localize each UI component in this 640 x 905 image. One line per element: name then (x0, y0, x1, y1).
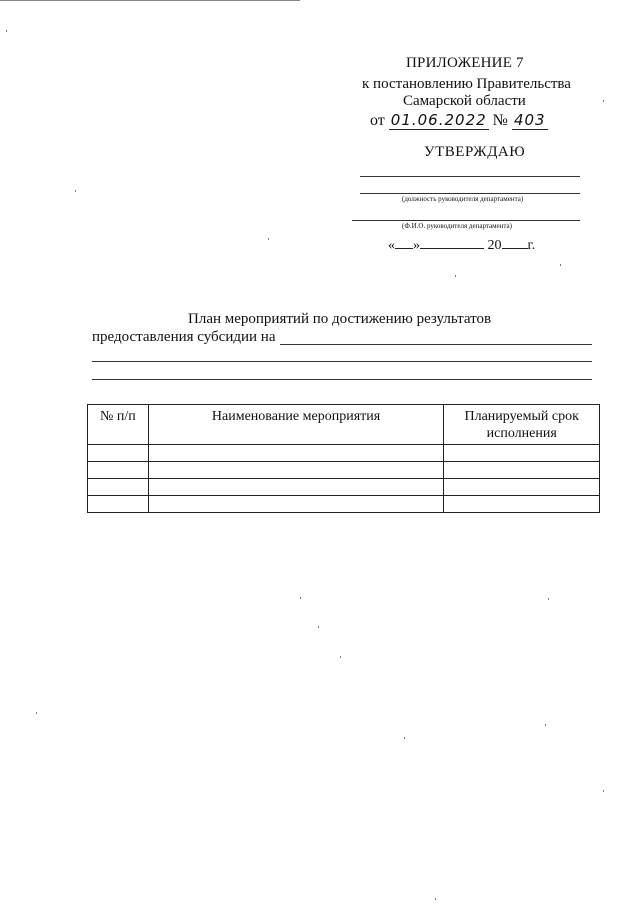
table-cell[interactable] (444, 496, 600, 513)
table-cell[interactable] (444, 445, 600, 462)
scan-edge-line (0, 0, 300, 1)
scan-speck (340, 656, 341, 658)
table-row (88, 496, 600, 513)
appendix-title: ПРИЛОЖЕНИЕ 7 (406, 55, 524, 71)
table-row (88, 462, 600, 479)
year-prefix: 20 (487, 238, 502, 253)
year-suffix: г. (527, 238, 536, 253)
plan-title: План мероприятий по достижению результатов (188, 311, 492, 327)
scan-speck (603, 100, 604, 102)
date-prefix: от (370, 112, 385, 129)
plan-subtitle: предоставления субсидии на (92, 329, 276, 345)
subsidy-blank-line-3 (92, 379, 592, 380)
year-blank (502, 236, 528, 249)
position-caption: (должность руководителя департамента) (402, 195, 524, 203)
name-blank-line (352, 220, 580, 221)
approval-blank-line (360, 176, 580, 177)
number-sign: № (492, 112, 508, 129)
table-cell[interactable] (148, 479, 444, 496)
table-cell[interactable] (148, 496, 444, 513)
header-activity-name: Наименование мероприятия (148, 405, 444, 445)
table-cell[interactable] (88, 479, 149, 496)
table-cell[interactable] (88, 445, 149, 462)
header-number: № п/п (88, 405, 149, 445)
decree-line: к постановлению Правительства (362, 76, 571, 92)
position-blank-line (360, 193, 580, 194)
scan-speck (603, 790, 604, 792)
subsidy-blank-line-2 (92, 361, 592, 362)
scan-speck (435, 898, 436, 900)
scan-speck (6, 30, 7, 32)
table-cell[interactable] (444, 479, 600, 496)
handwritten-date: 01.06.2022 (390, 111, 487, 129)
table-cell[interactable] (148, 462, 444, 479)
approve-word: УТВЕРЖДАЮ (424, 144, 526, 160)
scan-speck (545, 724, 546, 726)
quote-close: » (413, 238, 420, 253)
scan-speck (300, 597, 301, 599)
name-caption: (Ф.И.О. руководителя департамента) (402, 222, 512, 230)
day-blank (395, 236, 413, 249)
signature-date (388, 236, 535, 254)
scan-speck (560, 264, 561, 266)
table-row (88, 479, 600, 496)
header-planned-deadline: Планируемый срок исполнения (444, 405, 600, 445)
scan-speck (75, 190, 76, 192)
scan-speck (318, 626, 319, 628)
scan-speck (404, 737, 405, 739)
scan-speck (268, 238, 269, 240)
scan-speck (455, 275, 456, 277)
table-row (88, 445, 600, 462)
table-cell[interactable] (444, 462, 600, 479)
table-cell[interactable] (148, 445, 444, 462)
activities-table (87, 404, 600, 513)
quote-open: « (388, 238, 395, 253)
month-blank (420, 236, 484, 249)
table-cell[interactable] (88, 462, 149, 479)
table-cell[interactable] (88, 496, 149, 513)
scan-speck (548, 598, 549, 600)
region-line: Самарской области (403, 93, 526, 109)
decree-date-line (370, 111, 548, 130)
table-header-row (88, 405, 600, 445)
handwritten-number: 403 (513, 111, 546, 129)
subsidy-blank-line (280, 344, 592, 345)
scan-speck (36, 712, 37, 714)
